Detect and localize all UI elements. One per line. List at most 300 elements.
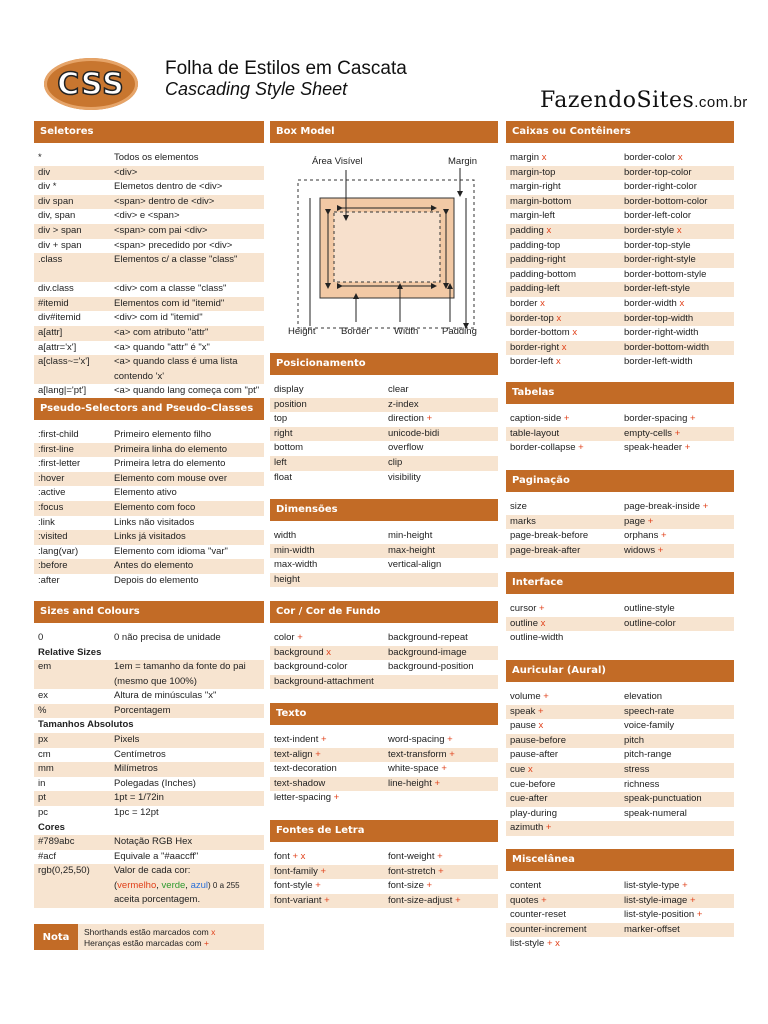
property-cell — [624, 166, 734, 181]
property-name: border-top-style — [624, 239, 691, 251]
property-marker: + — [660, 530, 667, 542]
property-cell — [274, 646, 388, 661]
item-desc: <div> e <span> — [114, 210, 180, 222]
property-cell — [388, 879, 498, 894]
property-cell — [624, 879, 734, 894]
item-key: :focus — [38, 501, 64, 513]
property-name: page-break-before — [510, 530, 589, 542]
label-height: Height — [288, 326, 316, 337]
item-desc: Links não visitados — [114, 516, 195, 528]
property-name: margin-bottom — [510, 195, 572, 207]
property-row — [270, 762, 498, 777]
item-key: a[attr='x'] — [38, 341, 77, 353]
property-cell — [388, 748, 498, 763]
property-name: background-repeat — [388, 632, 468, 643]
property-marker: + — [578, 442, 584, 454]
property-cell — [274, 544, 388, 559]
property-name: border-left — [510, 356, 554, 368]
property-row — [506, 224, 734, 239]
item-key: mm — [38, 763, 54, 775]
property-cell — [624, 355, 734, 370]
panel-seletores — [34, 121, 264, 413]
property-name: list-style-position — [624, 909, 695, 921]
item-key: rgb(0,25,50) — [38, 865, 90, 877]
property-name: pitch — [624, 734, 645, 746]
property-name: border-right — [510, 341, 560, 353]
property-marker: + — [320, 865, 327, 877]
item-key: pc — [38, 806, 49, 818]
property-marker: + — [684, 442, 691, 454]
property-row — [506, 631, 734, 646]
property-cell — [510, 807, 624, 822]
property-cell — [274, 762, 388, 777]
item-desc: 1pt = 1/72in — [114, 792, 164, 804]
list-item — [34, 516, 264, 531]
property-cell — [388, 529, 498, 544]
property-cell — [274, 529, 388, 544]
property-name: unicode-bidi — [388, 427, 440, 439]
property-row — [506, 937, 734, 952]
property-cell — [274, 471, 388, 486]
property-marker: + — [426, 413, 433, 425]
property-cell — [388, 894, 498, 909]
property-cell — [510, 778, 624, 793]
property-row — [506, 602, 734, 617]
panel-boxmodel — [270, 121, 498, 143]
item-key: a[class~='x'] — [38, 356, 90, 368]
property-name: outline — [510, 617, 538, 629]
panel-pseudo — [34, 398, 264, 589]
property-name: outline-color — [624, 617, 676, 629]
property-row — [270, 558, 498, 573]
item-key: in — [38, 777, 46, 789]
panel-misc — [506, 849, 734, 952]
property-row — [270, 733, 498, 748]
property-row — [506, 253, 734, 268]
rgb-line: aceita porcentagem. — [114, 894, 201, 906]
property-name: border-bottom — [510, 327, 570, 339]
property-cell — [510, 879, 624, 894]
property-cell — [388, 427, 498, 442]
item-key: px — [38, 733, 49, 745]
property-marker: x — [326, 646, 332, 658]
item-key: a[attr] — [38, 326, 63, 338]
property-cell — [388, 733, 498, 748]
item-key: :first-child — [38, 429, 79, 440]
property-marker: x — [541, 152, 547, 163]
item-key: em — [38, 661, 52, 673]
list-item — [34, 704, 264, 719]
item-desc: 1pc = 12pt — [114, 806, 159, 818]
list-item — [34, 209, 264, 224]
property-cell — [624, 705, 734, 720]
property-cell — [274, 733, 388, 748]
site-name-main: FazendoSites — [540, 88, 695, 113]
note-line: Shorthands estão marcados com — [84, 927, 209, 937]
property-cell — [624, 937, 734, 952]
property-cell — [388, 675, 498, 690]
panel-header: Texto — [270, 703, 498, 725]
property-name: outline-width — [510, 632, 564, 644]
list-item — [34, 733, 264, 748]
property-name: volume — [510, 691, 541, 702]
rows — [270, 383, 498, 485]
property-name: page-break-inside — [624, 501, 701, 512]
property-row — [506, 705, 734, 720]
property-row — [270, 471, 498, 486]
property-cell — [510, 253, 624, 268]
property-name: border-width — [624, 297, 677, 309]
property-name: min-height — [388, 530, 433, 541]
property-name: margin — [510, 152, 540, 163]
property-cell — [388, 383, 498, 398]
list-item — [34, 180, 264, 195]
property-name: border-bottom-style — [624, 268, 707, 280]
property-name: background-attachment — [274, 675, 374, 687]
list-item — [34, 835, 264, 850]
property-row — [506, 778, 734, 793]
property-cell — [624, 923, 734, 938]
property-name: max-height — [388, 544, 435, 556]
property-cell — [624, 719, 734, 734]
property-name: letter-spacing — [274, 792, 332, 804]
property-marker: + — [541, 894, 547, 906]
property-row — [506, 734, 734, 749]
label-width: Width — [394, 326, 419, 337]
property-cell — [510, 282, 624, 297]
property-name: width — [274, 530, 297, 541]
panel-header: Box Model — [270, 121, 498, 143]
property-row — [506, 719, 734, 734]
item-desc: Todos os elementos — [114, 152, 199, 163]
item-desc: Antes do elemento — [114, 560, 194, 572]
item-desc: Polegadas (Inches) — [114, 777, 196, 789]
item-desc: Primeira linha do elemento — [114, 443, 228, 455]
item-key: div span — [38, 195, 74, 207]
item-desc: <div> com id "itemid" — [114, 312, 203, 324]
property-name: stress — [624, 763, 650, 775]
rows — [270, 850, 498, 908]
list-item — [34, 151, 264, 166]
property-cell — [274, 631, 388, 646]
property-cell — [388, 558, 498, 573]
property-cell — [388, 660, 498, 675]
list-item — [34, 748, 264, 763]
property-cell — [388, 398, 498, 413]
box-model-svg — [270, 146, 498, 346]
rows — [34, 151, 264, 413]
property-cell — [510, 631, 624, 646]
property-marker: + — [297, 632, 303, 643]
paren: ( — [114, 879, 118, 891]
property-name: border-spacing — [624, 413, 688, 424]
property-name: richness — [624, 778, 660, 790]
property-marker: + — [545, 822, 552, 834]
note-box — [34, 924, 264, 950]
panel-header: Posicionamento — [270, 353, 498, 375]
list-item — [34, 297, 264, 312]
property-name: min-width — [274, 544, 315, 556]
property-cell — [510, 719, 624, 734]
property-cell — [624, 500, 734, 515]
property-cell — [624, 529, 734, 544]
property-cell — [624, 908, 734, 923]
property-name: padding-left — [510, 283, 560, 295]
property-name: quotes — [510, 894, 539, 906]
property-marker: + x — [292, 851, 306, 862]
property-name: cue-before — [510, 778, 556, 790]
property-cell — [510, 690, 624, 705]
property-row — [270, 865, 498, 880]
item-key: div, span — [38, 210, 76, 222]
property-cell — [388, 791, 498, 806]
property-cell — [624, 151, 734, 166]
property-name: border-right-width — [624, 327, 699, 339]
property-name: overflow — [388, 442, 424, 454]
item-key: :after — [38, 574, 60, 586]
property-row — [270, 441, 498, 456]
property-name: speak — [510, 705, 536, 717]
rows — [270, 529, 498, 587]
list-item — [34, 355, 264, 384]
panel-header: Caixas ou Contêiners — [506, 121, 734, 143]
item-desc: Elementos c/ a classe "class" — [114, 254, 238, 266]
property-row — [506, 763, 734, 778]
property-marker: + — [702, 501, 709, 512]
property-cell — [624, 602, 734, 617]
property-cell — [624, 180, 734, 195]
property-marker: x — [572, 327, 578, 339]
property-row — [506, 297, 734, 312]
property-cell — [510, 529, 624, 544]
property-name: font-stretch — [388, 865, 436, 877]
panel-header: Cor / Cor de Fundo — [270, 601, 498, 623]
label-margin: Margin — [448, 156, 478, 167]
property-name: margin-left — [510, 210, 555, 222]
property-cell — [274, 748, 388, 763]
property-cell — [274, 894, 388, 909]
property-cell — [624, 894, 734, 909]
property-cell — [388, 441, 498, 456]
property-row — [506, 894, 734, 909]
property-marker: + — [543, 691, 549, 702]
property-cell — [510, 312, 624, 327]
property-name: white-space — [388, 763, 439, 775]
property-row — [270, 660, 498, 675]
property-name: list-style — [510, 938, 545, 950]
note-label: Nota — [34, 924, 78, 950]
item-desc: <a> quando class é uma lista contendo 'x' — [114, 356, 238, 382]
item-key: div + span — [38, 239, 82, 251]
rows — [270, 631, 498, 689]
item-desc: Elemetos dentro de <div> — [114, 181, 223, 193]
item-key: .class — [38, 254, 63, 266]
site-name — [540, 88, 748, 113]
item-desc: Porcentagem — [114, 704, 171, 716]
property-cell — [274, 558, 388, 573]
property-cell — [510, 602, 624, 617]
list-item — [34, 253, 264, 282]
list-item — [34, 457, 264, 472]
rows — [506, 690, 734, 836]
property-name: text-shadow — [274, 777, 326, 789]
property-name: border-bottom-color — [624, 195, 708, 207]
property-cell — [624, 239, 734, 254]
property-name: margin-right — [510, 181, 561, 193]
property-row — [506, 617, 734, 632]
property-marker: + — [449, 748, 455, 760]
property-name: display — [274, 384, 304, 395]
panel-header: Paginação — [506, 470, 734, 492]
property-cell — [510, 617, 624, 632]
property-name: right — [274, 427, 293, 439]
list-item — [34, 341, 264, 356]
property-cell — [510, 821, 624, 836]
property-row — [270, 456, 498, 471]
property-row — [506, 326, 734, 341]
item-desc: Links já visitados — [114, 531, 186, 543]
item-key: 0 — [38, 632, 44, 643]
panel-header: Sizes and Colours — [34, 601, 264, 623]
property-row — [506, 312, 734, 327]
property-cell — [274, 791, 388, 806]
item-key: div#itemid — [38, 312, 81, 324]
property-row — [506, 151, 734, 166]
property-name: border-top — [510, 312, 554, 324]
property-marker: x — [556, 312, 562, 324]
property-name: left — [274, 456, 287, 468]
property-name: border-style — [624, 224, 675, 236]
item-key: % — [38, 704, 47, 716]
property-name: max-width — [274, 559, 318, 571]
absolute-list — [34, 733, 264, 821]
property-marker: + — [682, 880, 688, 891]
property-row — [506, 690, 734, 705]
property-row — [270, 544, 498, 559]
property-name: speech-rate — [624, 705, 675, 717]
property-marker: + x — [546, 938, 560, 950]
property-row — [270, 675, 498, 690]
property-cell — [510, 763, 624, 778]
property-name: padding-top — [510, 239, 561, 251]
rgb-line: Valor de cada cor: — [114, 865, 191, 877]
property-row — [270, 631, 498, 646]
property-name: position — [274, 398, 307, 410]
property-row — [506, 544, 734, 559]
note-line: Heranças estão marcadas com — [84, 938, 202, 948]
property-name: visibility — [388, 471, 421, 483]
property-name: margin-top — [510, 166, 556, 178]
property-name: bottom — [274, 442, 304, 454]
property-name: background-position — [388, 661, 474, 673]
list-item — [34, 631, 264, 646]
rows — [506, 500, 734, 558]
property-marker: + — [426, 880, 433, 892]
property-name: border-top-color — [624, 166, 692, 178]
item-desc: <div> — [114, 166, 138, 178]
property-name: outline-style — [624, 603, 675, 614]
property-cell — [510, 500, 624, 515]
property-name: cue — [510, 763, 526, 775]
property-row — [506, 807, 734, 822]
item-key: div — [38, 166, 51, 178]
panel-header: Tabelas — [506, 382, 734, 404]
list-item — [34, 282, 264, 297]
property-name: pause-before — [510, 734, 566, 746]
property-name: background-color — [274, 661, 348, 673]
list-item — [34, 530, 264, 545]
property-cell — [510, 734, 624, 749]
item-key: div > span — [38, 224, 82, 236]
rows — [506, 412, 734, 456]
property-cell — [624, 792, 734, 807]
property-marker: + — [321, 734, 327, 745]
property-marker: x — [527, 763, 533, 775]
property-name: vertical-align — [388, 559, 442, 571]
property-name: table-layout — [510, 427, 560, 439]
panel-header: Fontes de Letra — [270, 820, 498, 842]
property-name: page — [624, 515, 646, 527]
item-key: cm — [38, 748, 51, 760]
item-desc: Notação RGB Hex — [114, 836, 193, 848]
property-row — [506, 748, 734, 763]
item-desc: Elemento com foco — [114, 501, 196, 513]
property-name: orphans — [624, 530, 659, 542]
item-key: #789abc — [38, 836, 75, 848]
property-cell — [274, 412, 388, 427]
property-cell — [274, 441, 388, 456]
site-name-suffix: .com.br — [694, 94, 748, 111]
property-cell — [274, 427, 388, 442]
property-row — [270, 879, 498, 894]
property-row — [270, 427, 498, 442]
property-cell — [274, 456, 388, 471]
property-name: border-left-color — [624, 210, 692, 222]
property-row — [270, 529, 498, 544]
section-label: Relative Sizes — [38, 646, 102, 658]
property-cell — [624, 297, 734, 312]
property-cell — [510, 427, 624, 442]
property-row — [506, 180, 734, 195]
property-cell — [510, 515, 624, 530]
item-key: :first-line — [38, 443, 74, 455]
property-name: pause — [510, 720, 536, 732]
property-marker: + — [690, 894, 696, 906]
property-cell — [624, 441, 734, 456]
property-name: font-style — [274, 880, 313, 892]
property-cell — [388, 573, 498, 588]
property-marker: x — [538, 720, 544, 732]
property-name: font-size — [388, 880, 424, 892]
box-model-diagram — [270, 146, 498, 346]
item-key: :visited — [38, 531, 68, 543]
property-name: border-top-width — [624, 312, 694, 324]
property-cell — [510, 544, 624, 559]
property-row — [506, 239, 734, 254]
panel-header: Auricular (Aural) — [506, 660, 734, 682]
property-cell — [624, 195, 734, 210]
property-name: border-right-style — [624, 254, 696, 266]
css-logo — [44, 58, 138, 110]
property-name: border-bottom-width — [624, 341, 710, 353]
property-row — [506, 792, 734, 807]
property-cell — [510, 224, 624, 239]
property-cell — [274, 383, 388, 398]
property-name: text-transform — [388, 748, 447, 760]
panel-interface — [506, 572, 734, 646]
property-row — [506, 341, 734, 356]
property-cell — [624, 268, 734, 283]
